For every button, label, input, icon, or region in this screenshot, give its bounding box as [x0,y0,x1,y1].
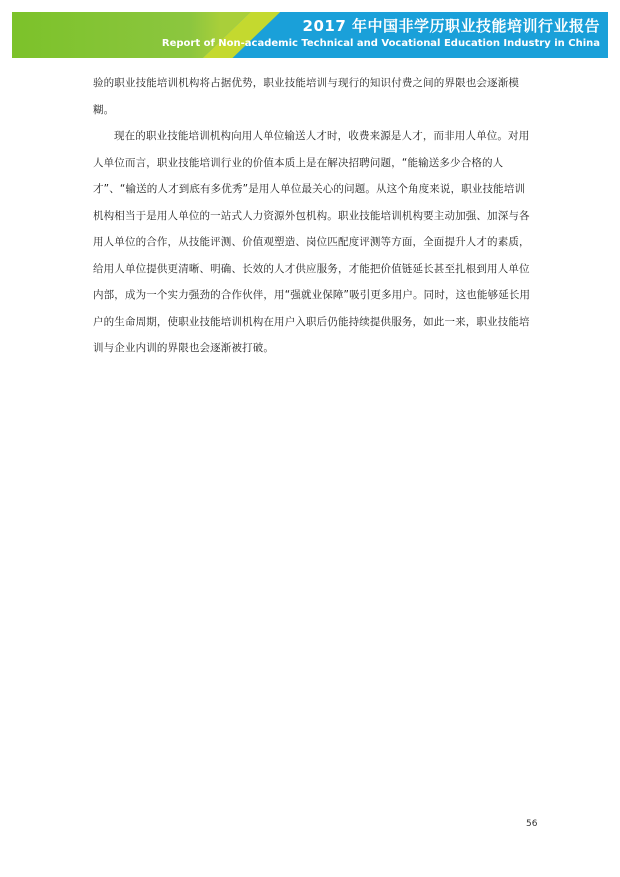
paragraph: 现在的职业技能培训机构向用人单位输送人才时，收费来源是人才，而非用人单位。对用人单位而言，职业技能培训行业的价值本质上是在解决招聘问题，“能输送多少合格的人才”、“输送的人才到底有多优秀”是用人单位最关心的问题。从这个角度来说，职业技能培训机构相当于是用人单位的一站式人力资源外包机构。职业技能培训机构要主动加强、加深与各用人单位的合作，从技能评测、价值观塑造、岗位匹配度评测等方面，全面提升人才的素质，给用人单位提供更清晰、明确、长效的人才供应服务，才能把价值链延长甚至扎根到用人单位内部，成为一个实力强劲的合作伙伴，用“强就业保障”吸引更多用户。同时，这也能够延长用户的生命周期，使职业技能培训机构在用户入职后仍能持续提供服务，如此一来，职业技能培训与企业内训的界限也会逐渐被打破。 [93,130,531,354]
body-text [93,70,533,362]
report-subtitle: Report of Non-academic Technical and Vocational Education Industry in China [161,38,600,49]
header-banner [12,12,608,58]
page-number: 56 [526,819,538,829]
paragraph-continued: 验的职业技能培训机构将占据优势，职业技能培训与现行的知识付费之间的界限也会逐渐模糊。 [93,77,519,116]
report-title: 2017 年中国非学历职业技能培训行业报告 [302,17,600,35]
